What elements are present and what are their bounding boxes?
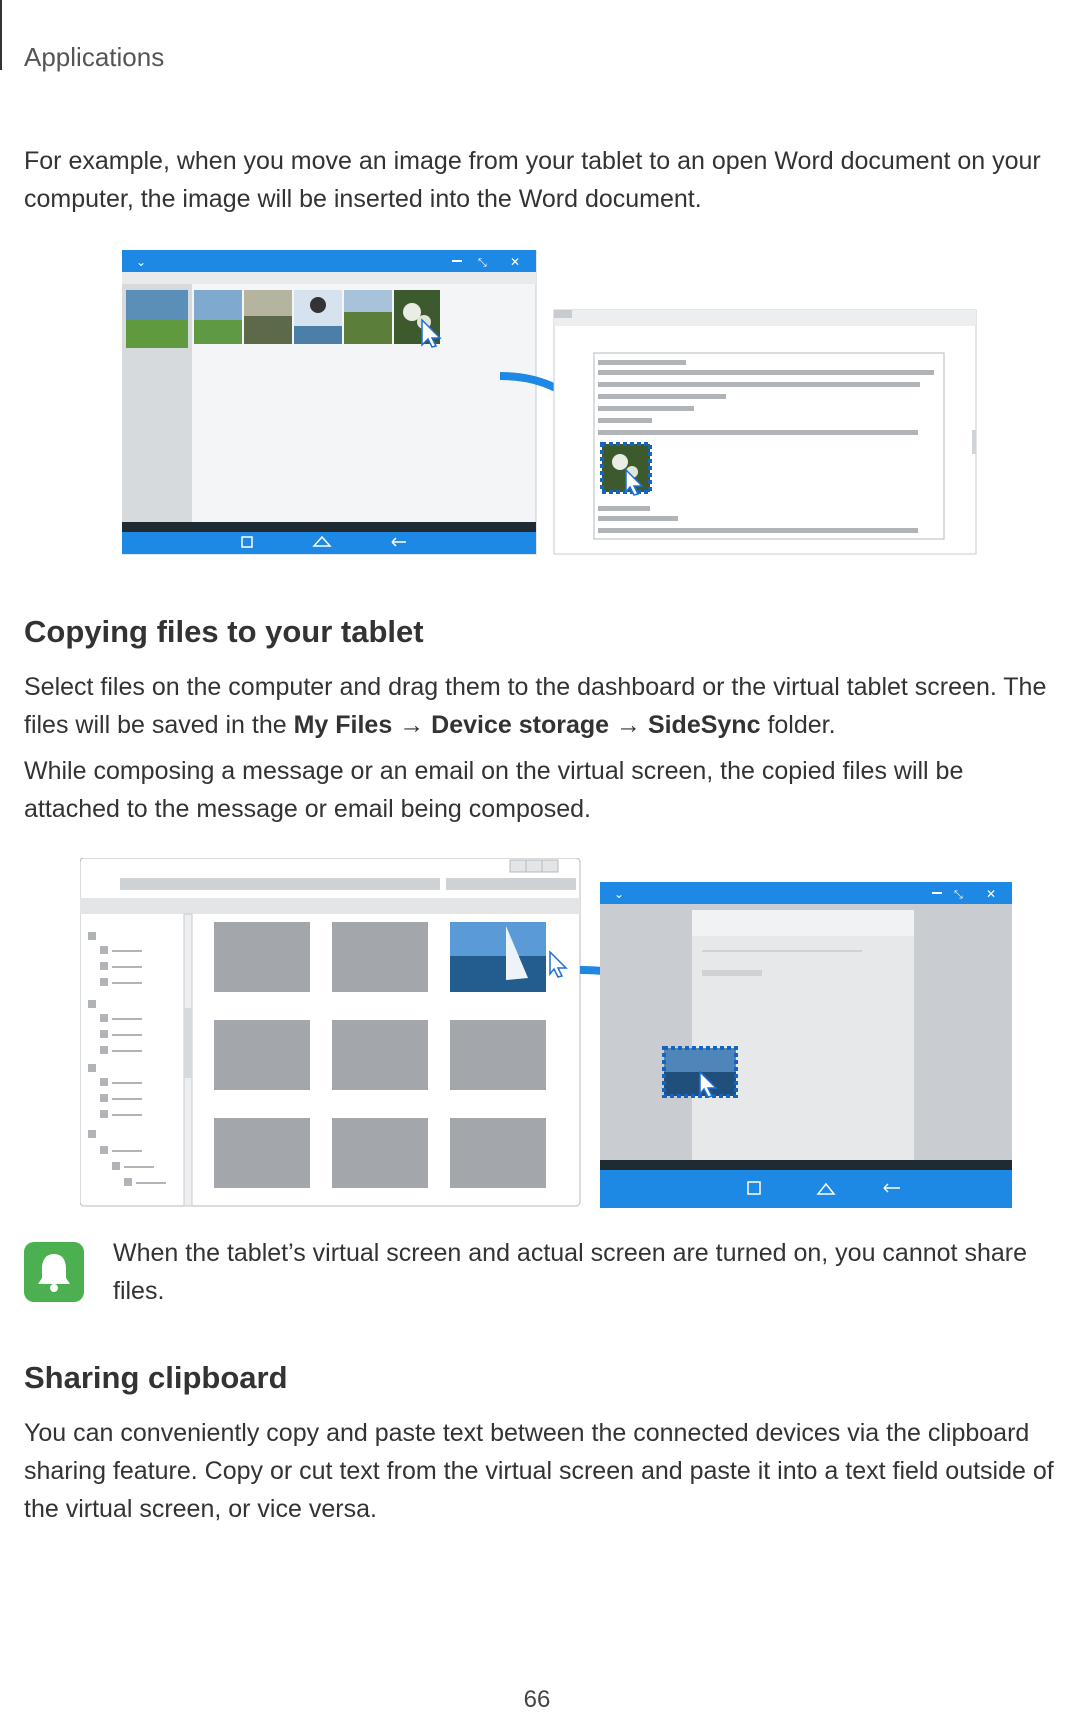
- copying-paragraph-1: [24, 668, 1054, 744]
- virtual-tablet-screen: [122, 250, 536, 554]
- header-rule: [0, 0, 2, 70]
- figure-computer-to-tablet: [80, 858, 1020, 1208]
- page-number: 66: [523, 1686, 551, 1713]
- device-storage-label: Device storage: [431, 711, 610, 739]
- sharing-heading: Sharing clipboard: [24, 1360, 288, 1395]
- copying-p1-text-b: folder.: [760, 711, 836, 739]
- svg-text:⤡: ⤡: [478, 256, 487, 269]
- my-files-label: My Files: [293, 711, 393, 739]
- copying-paragraph-2: While composing a message or an email on the virtual screen, the copied files will be attached to the message or email being composed.: [24, 757, 964, 823]
- path-arrow-1: →: [392, 711, 432, 739]
- copying-heading: Copying files to your tablet: [24, 614, 424, 649]
- bell-icon: [24, 1242, 84, 1302]
- svg-text:✕: ✕: [510, 255, 521, 269]
- svg-text:⌄: ⌄: [136, 255, 147, 269]
- figure-tablet-to-word: [122, 250, 982, 555]
- word-document-window: [554, 310, 976, 554]
- sharing-paragraph: You can conveniently copy and paste text between the connected devices via the clipboard sharing feature. Copy or cut text from the virtual screen and paste it into a text field outside of the virtual screen, or vice versa.: [24, 1419, 1054, 1523]
- svg-text:⤡: ⤡: [954, 888, 963, 901]
- section-label: Applications: [24, 42, 165, 72]
- path-arrow-2: →: [609, 711, 648, 739]
- intro-paragraph: For example, when you move an image from your tablet to an open Word document on your computer, the image will be inserted into the Word document.: [24, 147, 1041, 213]
- sidesync-label: SideSync: [647, 711, 761, 739]
- copying-p1-text-a: Select files on the computer and drag them to the dashboard or the virtual tablet screen. The files will be saved in the: [24, 673, 1047, 739]
- svg-text:⌄: ⌄: [614, 887, 625, 901]
- file-explorer-window: [80, 858, 580, 1206]
- note-text: When the tablet’s virtual screen and actual screen are turned on, you cannot share files.: [113, 1239, 1027, 1305]
- virtual-tablet-email: [600, 882, 1012, 1208]
- svg-text:✕: ✕: [986, 887, 997, 901]
